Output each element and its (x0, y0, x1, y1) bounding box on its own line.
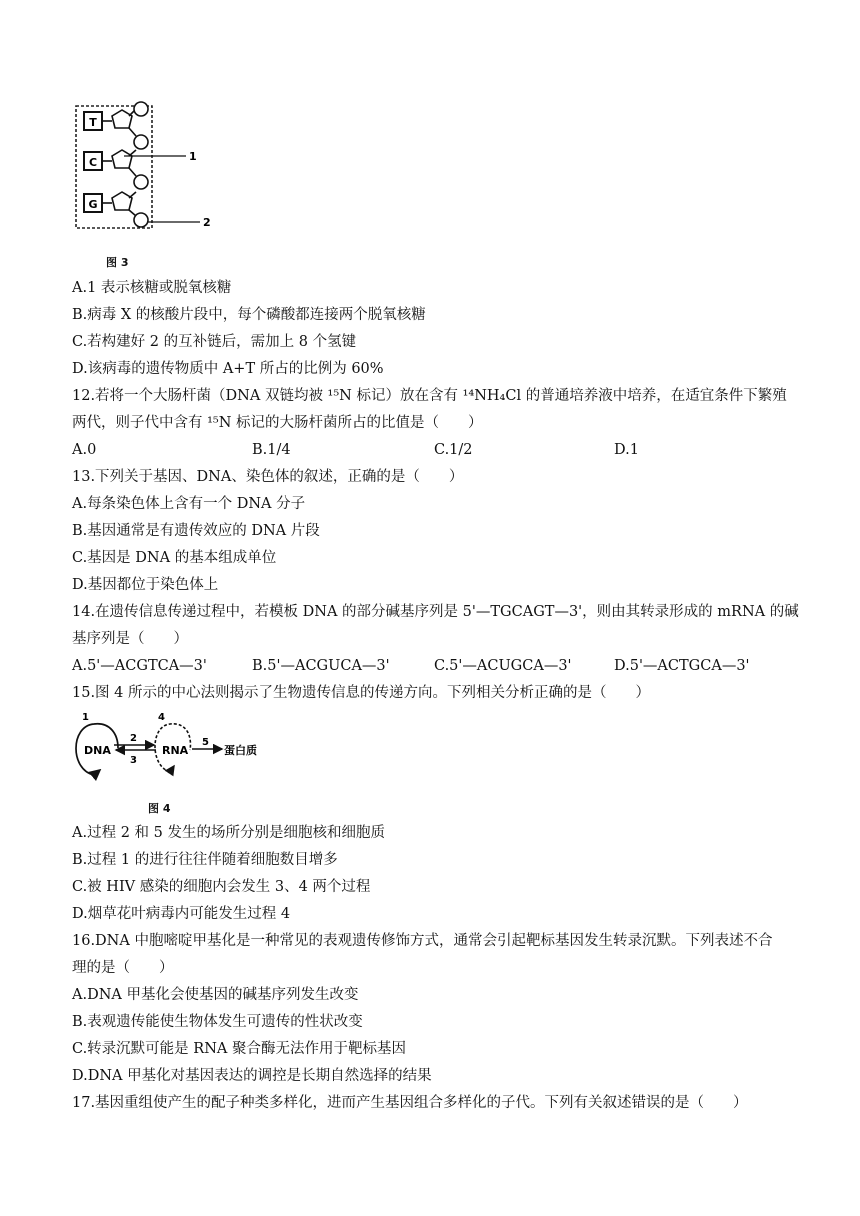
base-letter-c: C (88, 156, 98, 169)
q12-stem-line2: 两代，则子代中含有 ¹⁵N 标记的大肠杆菌所占的比值是（ ） (72, 415, 483, 431)
base-letter-g: G (88, 198, 98, 211)
process-label-3: 3 (130, 755, 137, 766)
node-rna: RNA (162, 744, 189, 757)
q12-option-a: A.0 (72, 442, 97, 458)
figure-3-diagram (68, 96, 228, 236)
q16-stem-line2: 理的是（ ） (72, 960, 174, 976)
process-label-2: 2 (130, 733, 137, 744)
figure-4-central-dogma (66, 708, 266, 788)
q14-option-c: C.5'—ACUGCA—3' (434, 658, 572, 674)
q11-option-a: A.1 表示核糖或脱氧核糖 (72, 280, 232, 296)
q17-stem: 17.基因重组使产生的配子种类多样化，进而产生基因组合多样化的子代。下列有关叙述错误的是（ ） (72, 1095, 748, 1111)
q16-option-c: C.转录沉默可能是 RNA 聚合酶无法作用于靶标基因 (72, 1041, 406, 1057)
phosphate-1 (134, 102, 148, 116)
q13-option-d: D.基因都位于染色体上 (72, 577, 219, 593)
q14-stem-line1: 14.在遗传信息传递过程中，若模板 DNA 的部分碱基序列是 5'—TGCAGT—3'，则由其转录形成的 mRNA 的碱 (72, 604, 799, 620)
nucleotide-chain-svg (68, 96, 228, 236)
q11-option-c: C.若构建好 2 的互补链后，需加上 8 个氢键 (72, 334, 357, 350)
figure-4-caption: 图 4 (148, 802, 171, 815)
q13-option-b: B.基因通常是有遗传效应的 DNA 片段 (72, 523, 320, 539)
figure3-label-2: 2 (203, 216, 211, 229)
phosphate-3 (134, 175, 148, 189)
q15-option-d: D.烟草花叶病毒内可能发生过程 4 (72, 906, 291, 922)
q15-stem: 15.图 4 所示的中心法则揭示了生物遗传信息的传递方向。下列相关分析正确的是（ ） (72, 685, 650, 701)
q14-option-b: B.5'—ACGUCA—3' (252, 658, 390, 674)
process-label-5: 5 (202, 737, 209, 748)
process-label-1: 1 (82, 712, 89, 723)
q14-option-a: A.5'—ACGTCA—3' (72, 658, 207, 674)
q15-option-b: B.过程 1 的进行往往伴随着细胞数目增多 (72, 852, 338, 868)
node-protein: 蛋白质 (224, 744, 257, 757)
q16-option-b: B.表观遗传能使生物体发生可遗传的性状改变 (72, 1014, 363, 1030)
figure-3-caption: 图 3 (106, 256, 129, 269)
q15-option-c: C.被 HIV 感染的细胞内会发生 3、4 两个过程 (72, 879, 371, 895)
figure3-label-1: 1 (189, 150, 197, 163)
q13-option-a: A.每条染色体上含有一个 DNA 分子 (72, 496, 306, 512)
phosphate-2 (134, 135, 148, 149)
base-letter-t: T (89, 116, 97, 129)
phosphate-4 (134, 213, 148, 227)
q11-option-d: D.该病毒的遗传物质中 A+T 所占的比例为 60% (72, 361, 384, 377)
q12-option-c: C.1/2 (434, 442, 473, 458)
q16-option-d: D.DNA 甲基化对基因表达的调控是长期自然选择的结果 (72, 1068, 432, 1084)
q12-option-b: B.1/4 (252, 442, 291, 458)
q15-option-a: A.过程 2 和 5 发生的场所分别是细胞核和细胞质 (72, 825, 385, 841)
node-dna: DNA (84, 744, 111, 757)
q14-stem-line2: 基序列是（ ） (72, 631, 188, 647)
q12-stem-line1: 12.若将一个大肠杆菌（DNA 双链均被 ¹⁵N 标记）放在含有 ¹⁴NH₄Cl 的普通培养液中培养，在适宜条件下繁殖 (72, 388, 787, 404)
process-label-4: 4 (158, 712, 165, 723)
sugar-3 (112, 192, 132, 210)
q14-option-d: D.5'—ACTGCA—3' (614, 658, 750, 674)
q12-option-d: D.1 (614, 442, 639, 458)
q11-option-b: B.病毒 X 的核酸片段中，每个磷酸都连接两个脱氧核糖 (72, 307, 426, 323)
q13-option-c: C.基因是 DNA 的基本组成单位 (72, 550, 277, 566)
q16-option-a: A.DNA 甲基化会使基因的碱基序列发生改变 (72, 987, 359, 1003)
central-dogma-svg (66, 708, 266, 788)
q13-stem: 13.下列关于基因、DNA、染色体的叙述，正确的是（ ） (72, 469, 464, 485)
q16-stem-line1: 16.DNA 中胞嘧啶甲基化是一种常见的表观遗传修饰方式，通常会引起靶标基因发生转录沉默。下列表述不合 (72, 933, 773, 949)
sugar-2 (112, 150, 132, 168)
sugar-1 (112, 110, 132, 128)
